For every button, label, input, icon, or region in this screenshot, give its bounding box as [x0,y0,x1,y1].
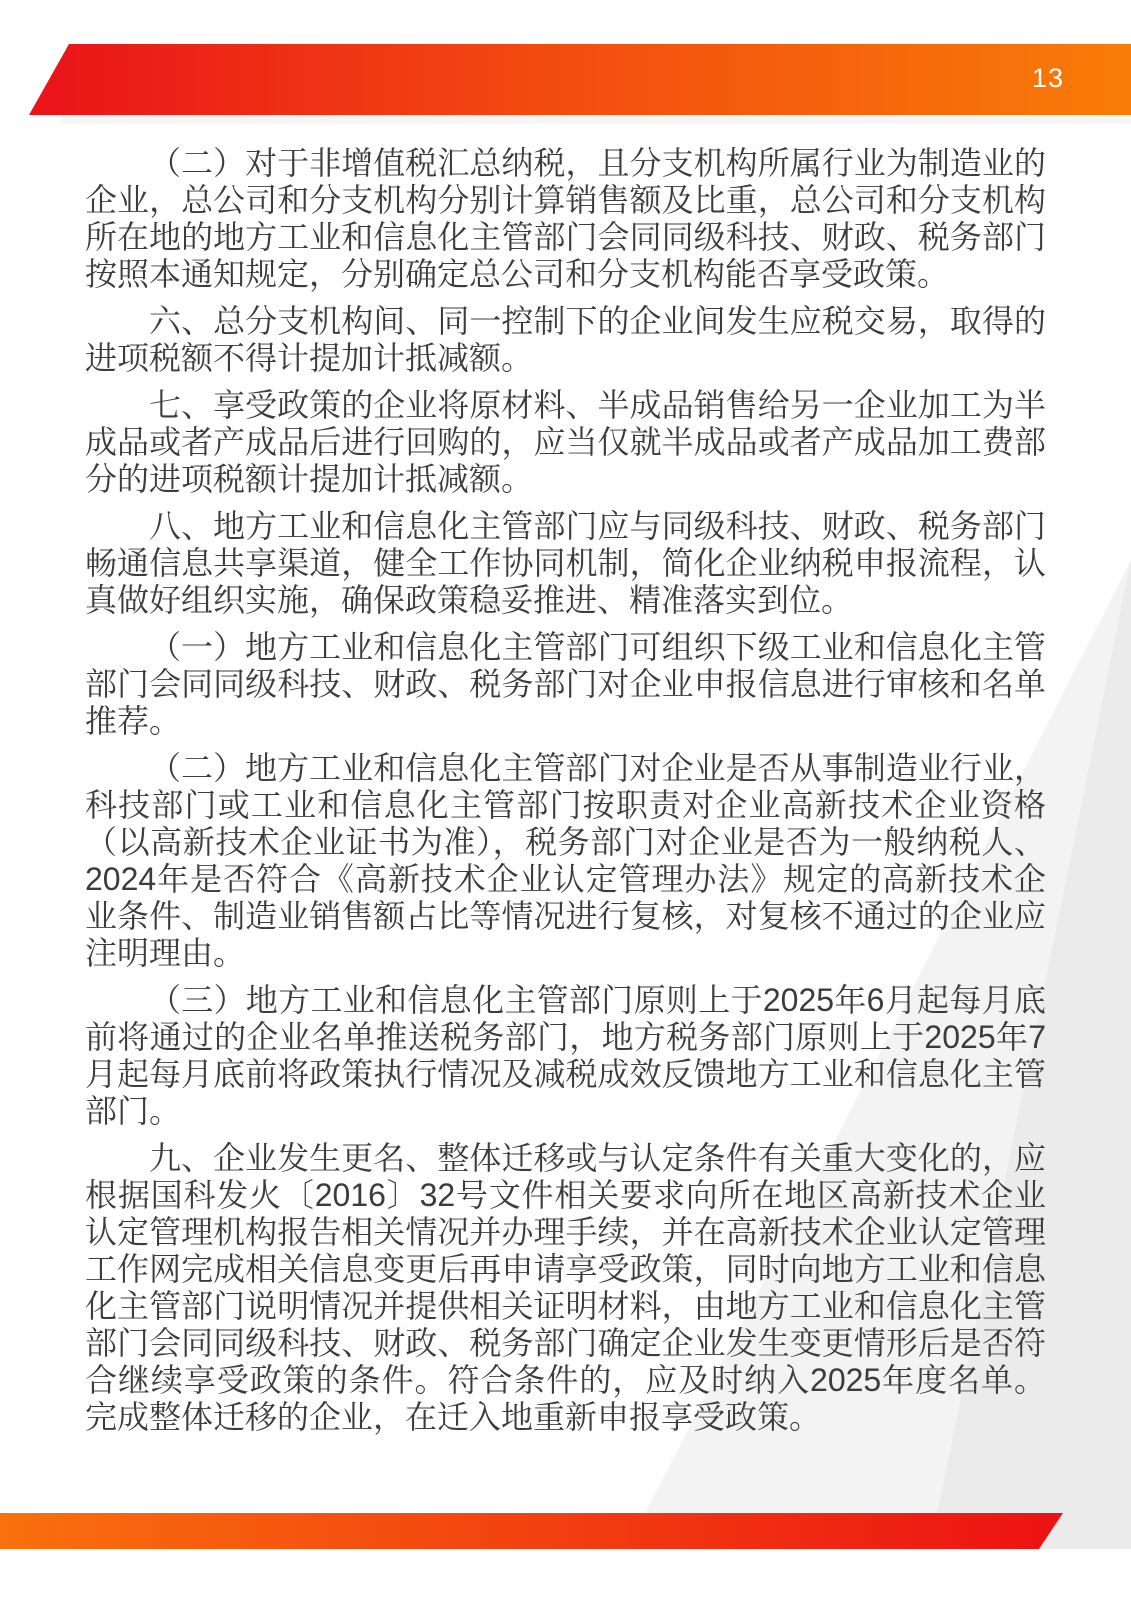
paragraph: 九、企业发生更名、整体迁移或与认定条件有关重大变化的，应根据国科发火〔2016〕32号文件相关要求向所在地区高新技术企业认定管理机构报告相关情况并办理手续，并在高新技术企业认定管理工作网完成相关信息变更后再申请享受政策，同时向地方工业和信息化主管部门说明情况并提供相关证明材料，由地方工业和信息化主管部门会同同级科技、财政、税务部门确定企业发生变更情形后是否符合继续享受政策的条件。符合条件的，应及时纳入2025年度名单。完成整体迁移的企业，在迁入地重新申报享受政策。 [85,1140,1046,1435]
header-band [0,0,1131,115]
page-number: 13 [1031,63,1064,93]
footer-band [0,1513,1131,1549]
content-area [85,145,1046,1446]
paragraph: （一）地方工业和信息化主管部门可组织下级工业和信息化主管部门会同同级科技、财政、税务部门对企业申报信息进行审核和名单推荐。 [85,629,1046,739]
paragraph: （二）对于非增值税汇总纳税，且分支机构所属行业为制造业的企业，总公司和分支机构分别计算销售额及比重，总公司和分支机构所在地的地方工业和信息化主管部门会同同级科技、财政、税务部门按照本通知规定，分别确定总公司和分支机构能否享受政策。 [85,145,1046,292]
paragraph: （三）地方工业和信息化主管部门原则上于2025年6月起每月底前将通过的企业名单推送税务部门，地方税务部门原则上于2025年7月起每月底前将政策执行情况及减税成效反馈地方工业和信息化主管部门。 [85,982,1046,1129]
paragraph: 七、享受政策的企业将原材料、半成品销售给另一企业加工为半成品或者产成品后进行回购的，应当仅就半成品或者产成品加工费部分的进项税额计提加计抵减额。 [85,387,1046,497]
paragraph: 八、地方工业和信息化主管部门应与同级科技、财政、税务部门畅通信息共享渠道，健全工作协同机制，简化企业纳税申报流程，认真做好组织实施，确保政策稳妥推进、精准落实到位。 [85,508,1046,618]
paragraph: 六、总分支机构间、同一控制下的企业间发生应税交易，取得的进项税额不得计提加计抵减额。 [85,303,1046,376]
paragraph: （二）地方工业和信息化主管部门对企业是否从事制造业行业，科技部门或工业和信息化主管部门按职责对企业高新技术企业资格（以高新技术企业证书为准），税务部门对企业是否为一般纳税人、2024年是否符合《高新技术企业认定管理办法》规定的高新技术企业条件、制造业销售额占比等情况进行复核，对复核不通过的企业应注明理由。 [85,750,1046,971]
